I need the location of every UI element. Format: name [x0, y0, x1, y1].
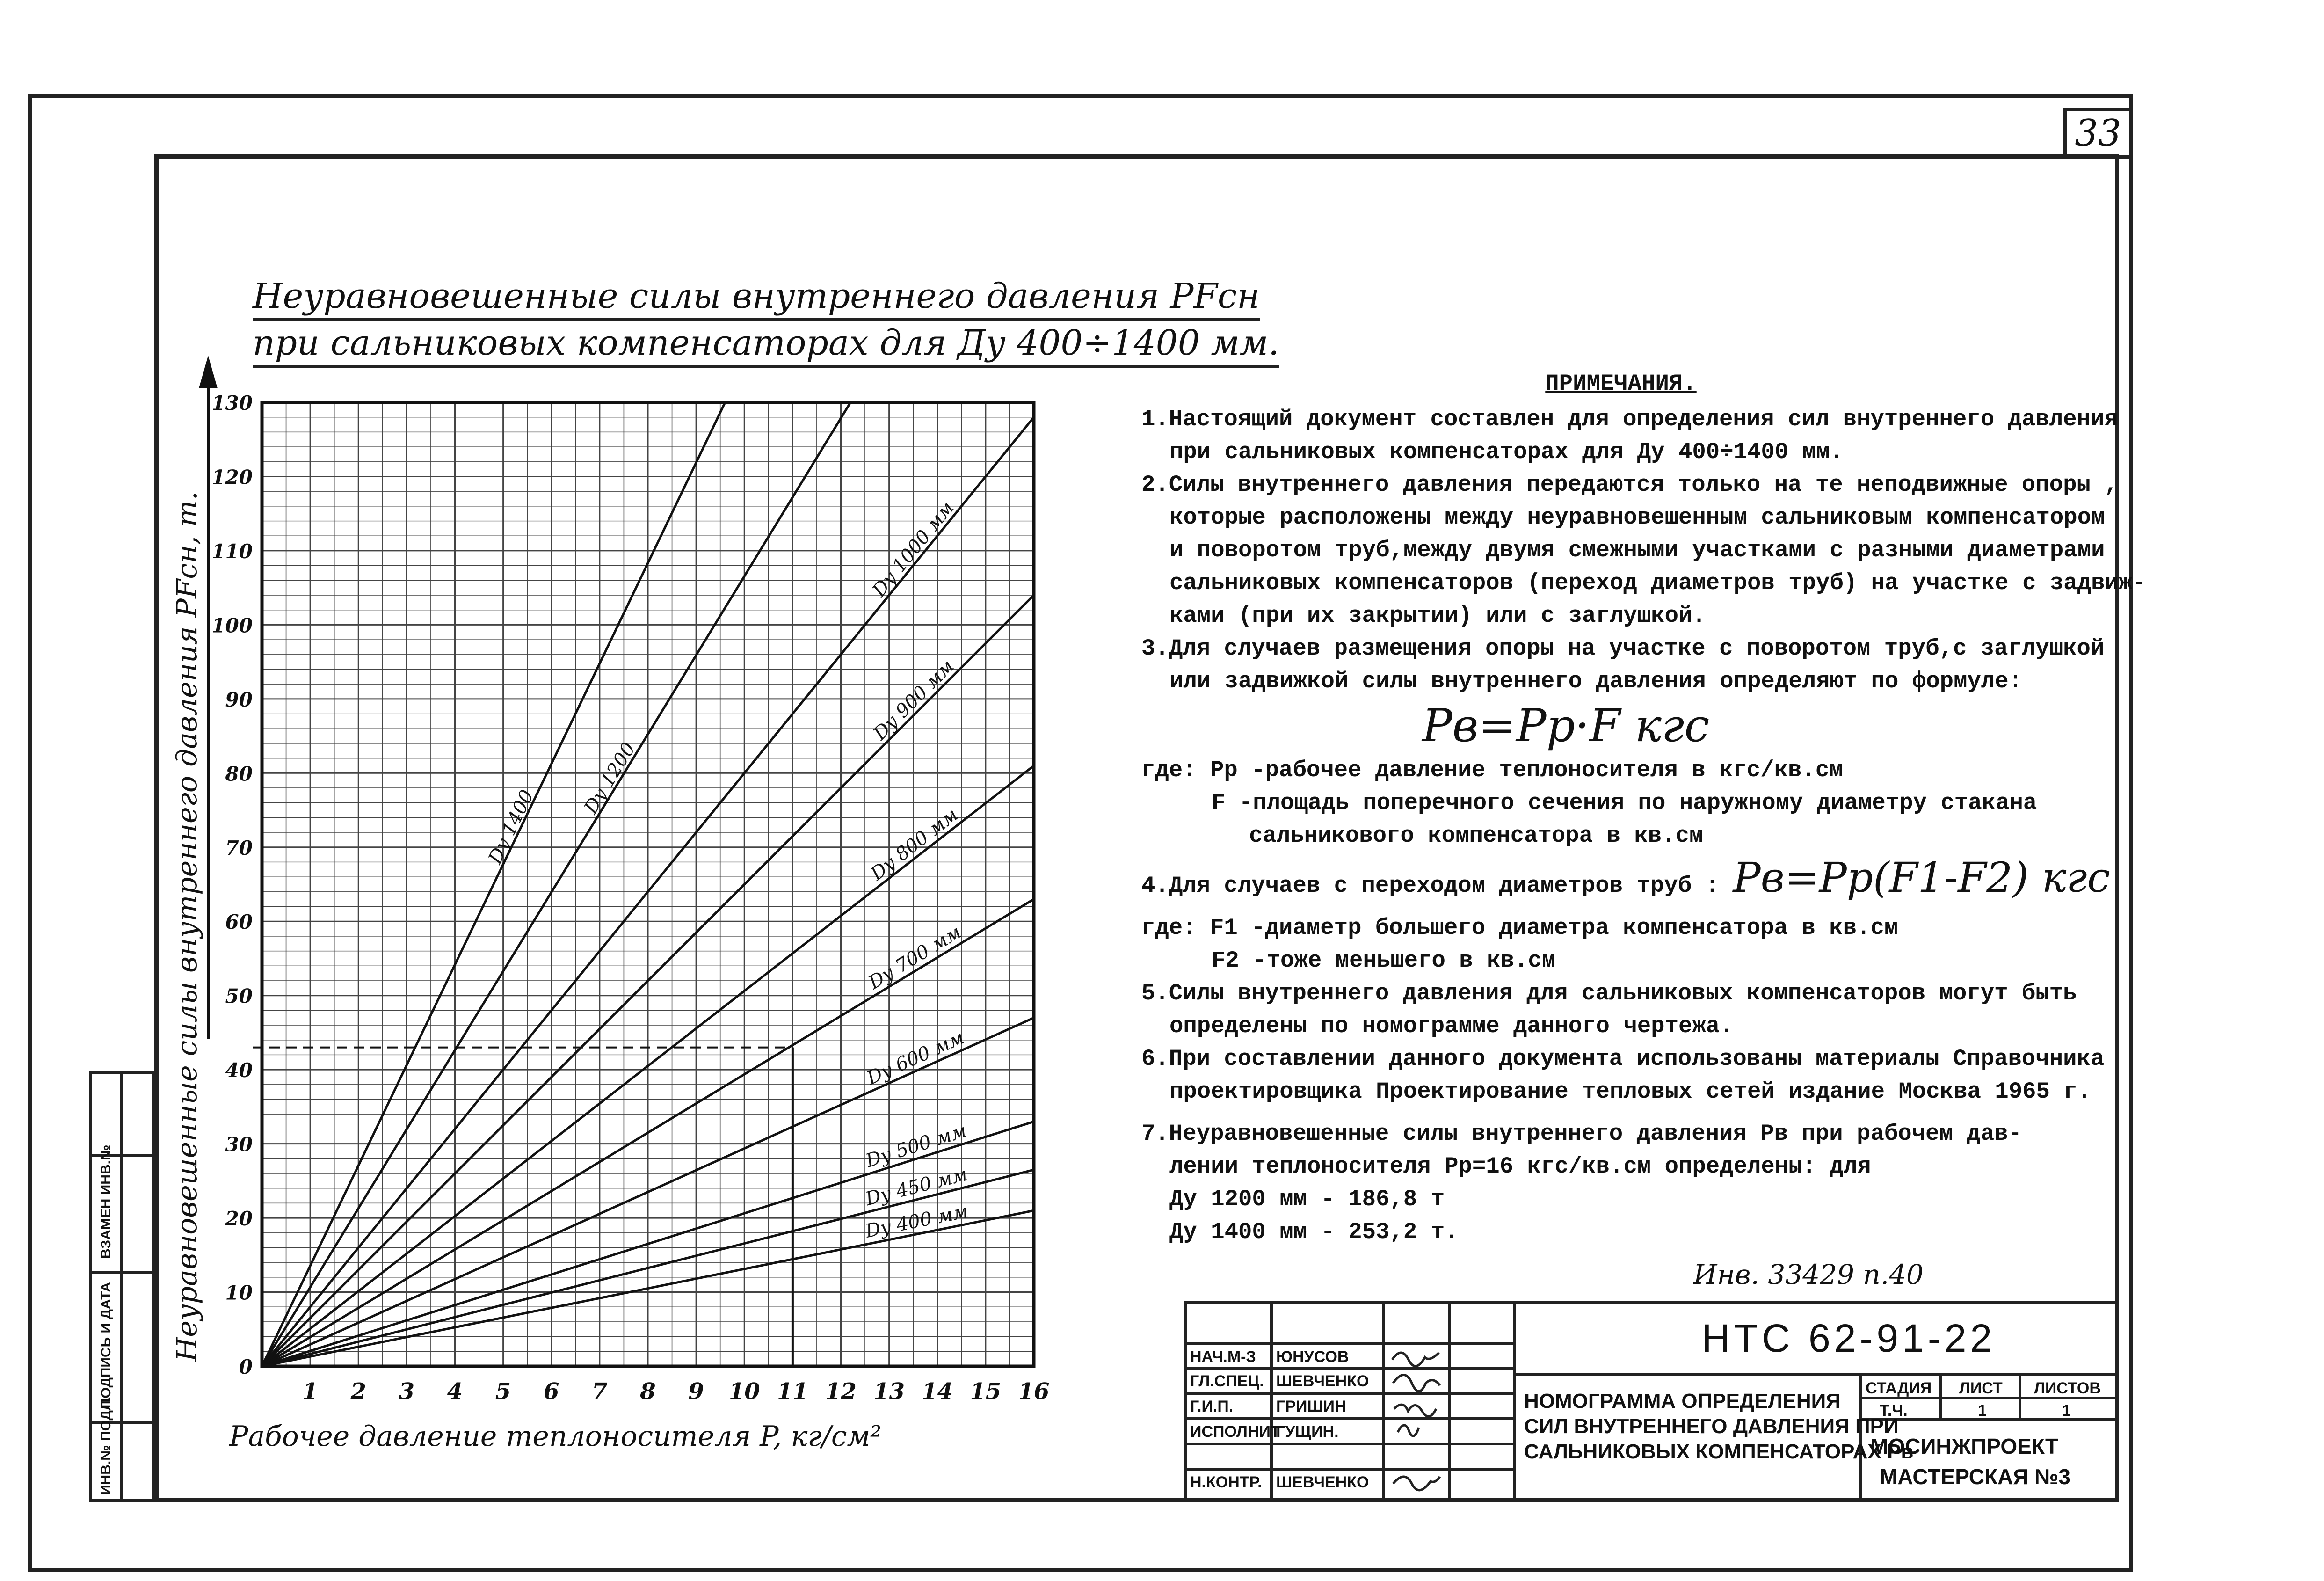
x-tick-label: 10 — [728, 1378, 760, 1405]
drawing-title-line: СИЛ ВНУТРЕННЕГО ДАВЛЕНИЯ ПРИ — [1524, 1415, 1899, 1438]
notes-block — [1141, 367, 2146, 1248]
x-tick-label: 15 — [970, 1378, 1002, 1405]
x-tick-label: 2 — [350, 1378, 366, 1405]
x-tick-label: 13 — [873, 1378, 905, 1405]
y-tick-label: 30 — [225, 1133, 253, 1156]
note-line: F -площадь поперечного сечения по наружному диаметру стакана — [1212, 790, 2037, 816]
formula-1: Pв=Pр·F кгс — [1422, 699, 1710, 752]
sheets-value: 1 — [2062, 1402, 2071, 1420]
series-label: Dy 700 мм — [864, 921, 965, 994]
series-line — [262, 402, 850, 1366]
note-line: 2.Силы внутреннего давления передаются только на те неподвижные опоры , — [1141, 472, 2118, 498]
x-axis-label: Рабочее давление теплоносителя P, кг/см² — [229, 1420, 882, 1453]
sheet-number: 33 — [2063, 108, 2133, 159]
signatures-icon — [1388, 1346, 1445, 1495]
y-tick-label: 110 — [211, 539, 253, 563]
name-cell: ШЕВЧЕНКО — [1276, 1372, 1369, 1390]
series-line — [262, 402, 725, 1366]
y-tick-label: 130 — [211, 392, 253, 415]
x-tick-label: 9 — [688, 1378, 704, 1405]
x-tick-label: 14 — [922, 1378, 953, 1405]
y-tick-label: 70 — [225, 836, 253, 860]
note-line: при сальниковых компенсаторах для Ду 400÷1400 мм. — [1169, 439, 1844, 465]
series-label: Dy 1200 — [580, 739, 640, 818]
role-cell: НАЧ.М-З — [1190, 1348, 1256, 1366]
chart-title-line1: Неуравновешенные силы внутреннего давления PFсн — [253, 276, 1260, 321]
note-line: которые расположены между неуравновешенным сальниковым компенсатором — [1169, 504, 2105, 531]
role-cell: Н.КОНТР. — [1190, 1473, 1262, 1491]
y-tick-label: 120 — [211, 466, 253, 489]
note-line: или задвижкой силы внутреннего давления определяют по формуле: — [1169, 668, 2023, 694]
sheets-label: ЛИСТОВ — [2034, 1379, 2101, 1397]
organization-name: МОСИНЖПРОЕКТ — [1870, 1434, 2059, 1458]
series-label: Dy 500 мм — [863, 1120, 969, 1172]
note-line: 3.Для случаев размещения опоры на участке с поворотом труб,с заглушкой — [1141, 635, 2105, 662]
notes-heading: ПРИМЕЧАНИЯ. — [1545, 371, 1697, 397]
name-cell: ГУЩИН. — [1276, 1423, 1339, 1441]
y-tick-label: 90 — [225, 688, 253, 711]
note-line: где: Pр -рабочее давление теплоносителя в кгс/кв.см — [1141, 757, 1843, 783]
note-line: Ду 1400 мм - 253,2 т. — [1169, 1219, 1459, 1245]
x-tick-label: 11 — [777, 1378, 808, 1405]
x-tick-label: 3 — [399, 1378, 415, 1405]
name-cell: ЮНУСОВ — [1276, 1348, 1349, 1366]
y-tick-label: 100 — [211, 614, 253, 637]
y-axis-label: Неуравновешенные силы внутреннего давления PFсн, т. — [171, 491, 203, 1362]
note-line: 6.При составлении данного документа использованы материалы Справочника — [1141, 1046, 2105, 1072]
y-tick-label: 60 — [225, 911, 253, 934]
stage-label: СТАДИЯ — [1866, 1379, 1932, 1397]
name-cell: ГРИШИН — [1276, 1398, 1346, 1415]
note-line: Ду 1200 мм - 186,8 т — [1169, 1186, 1445, 1212]
note-line: где: F1 -диаметр большего диаметра компенсатора в кв.см — [1141, 915, 1898, 941]
x-tick-label: 12 — [825, 1378, 857, 1405]
sheet-value: 1 — [1978, 1402, 1987, 1420]
organization-workshop: МАСТЕРСКАЯ №3 — [1880, 1464, 2071, 1489]
note-line: 1.Настоящий документ составлен для определения сил внутреннего давления — [1141, 406, 2118, 432]
x-tick-label: 4 — [447, 1378, 463, 1405]
side-replaced-inv: ВЗАМЕН ИНВ.№ — [98, 1144, 114, 1259]
series-label: Dy 1400 — [484, 787, 538, 867]
y-tick-label: 80 — [225, 762, 253, 786]
formula-2: Pв=Pр(F1-F2) кгс — [1733, 853, 2110, 902]
y-tick-label: 20 — [225, 1207, 253, 1231]
x-tick-label: 5 — [495, 1378, 511, 1405]
title-block — [1184, 1301, 2119, 1502]
side-strip — [89, 1071, 154, 1502]
note-line: 5.Силы внутреннего давления для сальниковых компенсаторов могут быть — [1141, 980, 2077, 1006]
series-label: Dy 800 мм — [866, 804, 962, 885]
series-label: Dy 1000 мм — [868, 497, 959, 601]
series-label: Dy 600 мм — [864, 1027, 968, 1089]
role-cell: ГЛ.СПЕЦ. — [1190, 1372, 1264, 1390]
x-tick-label: 8 — [640, 1378, 656, 1405]
y-axis-arrowhead — [199, 356, 218, 388]
note-line: 7.Неуравновешенные силы внутреннего давления Pв при рабочем дав- — [1141, 1121, 2022, 1147]
series-label: Dy 400 мм — [864, 1200, 970, 1242]
nomogram-chart — [154, 356, 1090, 1469]
series-label: Dy 900 мм — [869, 656, 959, 744]
note-line: сальникового компенсатора в кв.см — [1249, 823, 1703, 849]
role-cell: ИСПОЛНИТ — [1190, 1423, 1280, 1441]
note-line: определены по номограмме данного чертежа. — [1169, 1013, 1734, 1039]
note-line: и поворотом труб,между двумя смежными участками с разными диаметрами — [1169, 537, 2105, 563]
drawing-title-line: НОМОГРАММА ОПРЕДЕЛЕНИЯ — [1524, 1390, 1841, 1413]
inventory-note: Инв. 33429 п.40 — [1693, 1259, 1924, 1290]
x-tick-label: 1 — [302, 1378, 318, 1405]
role-cell: Г.И.П. — [1190, 1398, 1234, 1415]
note-line: лении теплоносителя Pр=16 кгс/кв.см определены: для — [1169, 1153, 1871, 1180]
name-cell: ШЕВЧЕНКО — [1276, 1473, 1369, 1491]
x-tick-label: 7 — [592, 1378, 608, 1405]
drawing-title-line: САЛЬНИКОВЫХ КОМПЕНСАТОРАХ Pв — [1524, 1440, 1914, 1463]
note-line: 4.Для случаев с переходом диаметров труб : — [1141, 873, 1720, 899]
side-inv-number: ИНВ.№ ПОДЛ. — [98, 1396, 114, 1495]
y-tick-label: 40 — [225, 1059, 253, 1082]
y-tick-label: 10 — [225, 1281, 253, 1304]
note-line: проектировщика Проектирование тепловых сетей издание Москва 1965 г. — [1169, 1078, 2092, 1105]
y-tick-label: 0 — [239, 1355, 253, 1378]
series-label: Dy 450 мм — [863, 1163, 970, 1210]
y-tick-label: 50 — [225, 984, 253, 1008]
side-signature-date: ПОДПИСЬ И ДАТА — [98, 1282, 114, 1408]
document-number: НТС 62-91-22 — [1702, 1316, 1996, 1360]
x-tick-label: 6 — [544, 1378, 559, 1405]
stage-value: Т.Ч. — [1880, 1402, 1908, 1420]
note-line: сальниковых компенсаторов (переход диаметров труб) на участке с задвиж- — [1169, 570, 2146, 596]
chart-title-line2: при сальниковых компенсаторах для Ду 400÷1400 мм. — [253, 323, 1279, 368]
note-line: ками (при их закрытии) или с заглушкой. — [1169, 603, 1706, 629]
sheet-label: ЛИСТ — [1959, 1379, 2003, 1397]
x-tick-label: 16 — [1018, 1378, 1050, 1405]
note-line: F2 -тоже меньшего в кв.см — [1212, 947, 1556, 974]
chart-series-labels — [484, 497, 970, 1242]
